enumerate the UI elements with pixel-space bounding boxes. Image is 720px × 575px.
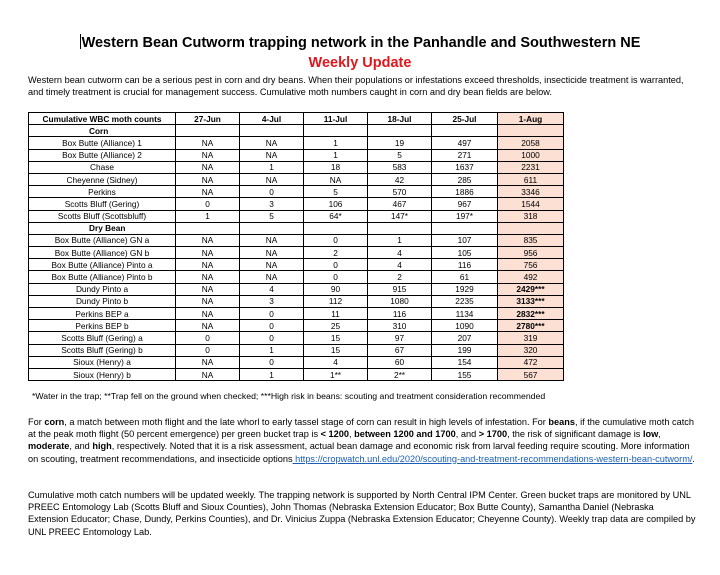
site-cell: Box Butte (Alliance) GN a bbox=[29, 234, 176, 246]
count-cell: 497 bbox=[432, 137, 498, 149]
count-cell: 116 bbox=[368, 308, 432, 320]
count-cell: 147* bbox=[368, 210, 432, 222]
count-cell: 199 bbox=[432, 344, 498, 356]
latest-count-cell: 492 bbox=[498, 271, 564, 283]
count-cell: 570 bbox=[368, 186, 432, 198]
text-run: , a match between moth flight and the late whorl to early tassel stage of corn can result in high levels of infestation. For bbox=[64, 417, 549, 427]
count-cell: 1886 bbox=[432, 186, 498, 198]
count-cell: 0 bbox=[304, 259, 368, 271]
table-row bbox=[29, 283, 564, 295]
count-cell: 4 bbox=[368, 247, 432, 259]
count-cell: NA bbox=[240, 247, 304, 259]
count-cell: NA bbox=[240, 137, 304, 149]
count-cell: 2235 bbox=[432, 295, 498, 307]
count-cell: NA bbox=[176, 295, 240, 307]
text-run: , the risk of significant damage is bbox=[507, 429, 643, 440]
header-date: 11-Jul bbox=[304, 113, 368, 125]
text-run-bold: low bbox=[642, 429, 659, 440]
latest-count-cell: 956 bbox=[498, 247, 564, 259]
latest-count-cell: 1000 bbox=[498, 149, 564, 161]
count-cell: 1 bbox=[304, 137, 368, 149]
count-cell: 467 bbox=[368, 198, 432, 210]
latest-count-cell: 567 bbox=[498, 368, 564, 380]
table-row bbox=[29, 259, 564, 271]
count-cell: 18 bbox=[304, 161, 368, 173]
table-row bbox=[29, 332, 564, 344]
empty-cell bbox=[498, 222, 564, 234]
count-cell: NA bbox=[240, 173, 304, 185]
text-run: , and bbox=[455, 429, 479, 440]
count-cell: 1090 bbox=[432, 320, 498, 332]
latest-count-cell: 2429*** bbox=[498, 283, 564, 295]
table-row bbox=[29, 356, 564, 368]
network-paragraph: Cumulative moth catch numbers will be updated weekly. The trapping network is supported by North Central IPM Center. Green bucket traps are monitored by UNL PREEC Entomology Lab (Scotts Bluff and Sioux Counties), John Thomas (Nebraska Extension Educator; Box Butte County), Samantha Daniel (Nebraska Extension Educator; Chase, Dundy, Perkins Counties), and Dr. Vinicius Zuppa (Nebraska Extension Educator; Cheyenne County). Weekly trap data are compiled by UNL PREEC Entomology Lab. bbox=[28, 490, 696, 537]
count-cell: 1 bbox=[240, 368, 304, 380]
table-row bbox=[29, 161, 564, 173]
latest-count-cell: 3133*** bbox=[498, 295, 564, 307]
site-cell: Perkins bbox=[29, 186, 176, 198]
count-cell: 3 bbox=[240, 198, 304, 210]
count-cell: 0 bbox=[176, 344, 240, 356]
count-cell: 0 bbox=[240, 332, 304, 344]
latest-count-cell: 611 bbox=[498, 173, 564, 185]
site-cell: Sioux (Henry) a bbox=[29, 356, 176, 368]
count-cell: NA bbox=[176, 234, 240, 246]
latest-count-cell: 2780*** bbox=[498, 320, 564, 332]
count-cell: 0 bbox=[240, 320, 304, 332]
moth-counts-table bbox=[28, 112, 564, 381]
count-cell: NA bbox=[176, 283, 240, 295]
table-row bbox=[29, 210, 564, 222]
table-row bbox=[29, 247, 564, 259]
empty-cell bbox=[432, 125, 498, 137]
count-cell: 0 bbox=[240, 308, 304, 320]
count-cell: NA bbox=[304, 173, 368, 185]
text-run: , if the cumulative moth catch at the peak moth flight (50 percent emergence) per green bucket trap is bbox=[28, 417, 694, 440]
text-run: , bbox=[349, 429, 355, 440]
page-title bbox=[0, 34, 720, 51]
table-row bbox=[29, 308, 564, 320]
site-cell: Box Butte (Alliance) GN b bbox=[29, 247, 176, 259]
count-cell: 1134 bbox=[432, 308, 498, 320]
count-cell: 1 bbox=[176, 210, 240, 222]
header-date: 25-Jul bbox=[432, 113, 498, 125]
count-cell: 2** bbox=[368, 368, 432, 380]
count-cell: 271 bbox=[432, 149, 498, 161]
empty-cell bbox=[176, 222, 240, 234]
count-cell: NA bbox=[176, 161, 240, 173]
text-run-bold: corn bbox=[44, 417, 65, 427]
site-cell: Box Butte (Alliance) 2 bbox=[29, 149, 176, 161]
count-cell: NA bbox=[240, 259, 304, 271]
count-cell: 15 bbox=[304, 344, 368, 356]
count-cell: NA bbox=[240, 271, 304, 283]
cropwatch-link[interactable]: https://cropwatch.unl.edu/2020/scouting-and-treatment-recommendations-western-bean-cutworm/ bbox=[292, 453, 693, 464]
latest-count-cell: 2058 bbox=[498, 137, 564, 149]
count-cell: 67 bbox=[368, 344, 432, 356]
count-cell: 0 bbox=[240, 356, 304, 368]
count-cell: 583 bbox=[368, 161, 432, 173]
site-cell: Sioux (Henry) b bbox=[29, 368, 176, 380]
table-row bbox=[29, 295, 564, 307]
count-cell: 90 bbox=[304, 283, 368, 295]
risk-paragraph bbox=[28, 416, 696, 465]
count-cell: 155 bbox=[432, 368, 498, 380]
site-cell: Cheyenne (Sidney) bbox=[29, 173, 176, 185]
text-cursor bbox=[80, 34, 81, 49]
text-run-bold: < 1200 bbox=[320, 429, 349, 440]
count-cell: 1929 bbox=[432, 283, 498, 295]
table-row bbox=[29, 320, 564, 332]
table-row bbox=[29, 198, 564, 210]
site-cell: Scotts Bluff (Gering) b bbox=[29, 344, 176, 356]
count-cell: 154 bbox=[432, 356, 498, 368]
empty-cell bbox=[368, 125, 432, 137]
count-cell: 3 bbox=[240, 295, 304, 307]
text-run: , respectively. Noted that it is a risk assessment, actual bean damage and economic risk from larval feeding require scouting. More information on scouting, treatment recommendations, and insecticide options bbox=[28, 441, 690, 464]
count-cell: 97 bbox=[368, 332, 432, 344]
count-cell: 5 bbox=[240, 210, 304, 222]
count-cell: NA bbox=[176, 186, 240, 198]
count-cell: 107 bbox=[432, 234, 498, 246]
count-cell: 915 bbox=[368, 283, 432, 295]
empty-cell bbox=[240, 222, 304, 234]
empty-cell bbox=[498, 125, 564, 137]
count-cell: NA bbox=[176, 308, 240, 320]
text-run-bold: moderate bbox=[28, 441, 70, 452]
empty-cell bbox=[368, 222, 432, 234]
count-cell: NA bbox=[240, 149, 304, 161]
text-run: , bbox=[658, 429, 661, 440]
count-cell: 310 bbox=[368, 320, 432, 332]
count-cell: NA bbox=[176, 356, 240, 368]
text-run-bold: beans bbox=[548, 417, 575, 427]
header-date-latest: 1-Aug bbox=[498, 113, 564, 125]
count-cell: 967 bbox=[432, 198, 498, 210]
table-row bbox=[29, 234, 564, 246]
group-label: Dry Bean bbox=[29, 222, 176, 234]
empty-cell bbox=[176, 125, 240, 137]
count-cell: 60 bbox=[368, 356, 432, 368]
count-cell: 42 bbox=[368, 173, 432, 185]
count-cell: NA bbox=[176, 271, 240, 283]
latest-count-cell: 835 bbox=[498, 234, 564, 246]
table-row bbox=[29, 186, 564, 198]
latest-count-cell: 472 bbox=[498, 356, 564, 368]
count-cell: 0 bbox=[304, 271, 368, 283]
group-row bbox=[29, 222, 564, 234]
group-row bbox=[29, 125, 564, 137]
count-cell: 112 bbox=[304, 295, 368, 307]
count-cell: 15 bbox=[304, 332, 368, 344]
count-cell: NA bbox=[176, 320, 240, 332]
count-cell: 11 bbox=[304, 308, 368, 320]
site-cell: Box Butte (Alliance) Pinto b bbox=[29, 271, 176, 283]
site-cell: Scotts Bluff (Scottsbluff) bbox=[29, 210, 176, 222]
latest-count-cell: 756 bbox=[498, 259, 564, 271]
latest-count-cell: 319 bbox=[498, 332, 564, 344]
table-row bbox=[29, 137, 564, 149]
site-cell: Scotts Bluff (Gering) a bbox=[29, 332, 176, 344]
site-cell: Scotts Bluff (Gering) bbox=[29, 198, 176, 210]
header-date: 18-Jul bbox=[368, 113, 432, 125]
text-run: , and bbox=[69, 441, 93, 452]
site-cell: Perkins BEP b bbox=[29, 320, 176, 332]
count-cell: 2 bbox=[368, 271, 432, 283]
count-cell: 25 bbox=[304, 320, 368, 332]
text-run: . bbox=[692, 453, 695, 464]
count-cell: 106 bbox=[304, 198, 368, 210]
count-cell: 64* bbox=[304, 210, 368, 222]
text-run-bold: between 1200 and 1700 bbox=[354, 429, 456, 440]
latest-count-cell: 2231 bbox=[498, 161, 564, 173]
text-run-bold: > 1700 bbox=[478, 429, 508, 440]
site-cell: Box Butte (Alliance) Pinto a bbox=[29, 259, 176, 271]
site-cell: Dundy Pinto b bbox=[29, 295, 176, 307]
count-cell: 4 bbox=[304, 356, 368, 368]
table-footnote: *Water in the trap; **Trap fell on the ground when checked; ***High risk in beans: scouting and treatment consideration recommended bbox=[32, 391, 546, 401]
site-cell: Perkins BEP a bbox=[29, 308, 176, 320]
site-cell: Chase bbox=[29, 161, 176, 173]
table-row bbox=[29, 344, 564, 356]
count-cell: 285 bbox=[432, 173, 498, 185]
count-cell: 1 bbox=[240, 161, 304, 173]
latest-count-cell: 320 bbox=[498, 344, 564, 356]
count-cell: 1** bbox=[304, 368, 368, 380]
count-cell: 207 bbox=[432, 332, 498, 344]
count-cell: NA bbox=[176, 173, 240, 185]
count-cell: 5 bbox=[304, 186, 368, 198]
page-subtitle: Weekly Update bbox=[308, 55, 412, 71]
count-cell: 4 bbox=[240, 283, 304, 295]
count-cell: 4 bbox=[368, 259, 432, 271]
count-cell: 1637 bbox=[432, 161, 498, 173]
table-row bbox=[29, 173, 564, 185]
count-cell: NA bbox=[176, 149, 240, 161]
table-row bbox=[29, 368, 564, 380]
count-cell: 5 bbox=[368, 149, 432, 161]
text-run: For bbox=[28, 417, 45, 427]
empty-cell bbox=[304, 222, 368, 234]
count-cell: 0 bbox=[176, 198, 240, 210]
group-label: Corn bbox=[29, 125, 176, 137]
header-date: 4-Jul bbox=[240, 113, 304, 125]
site-cell: Dundy Pinto a bbox=[29, 283, 176, 295]
count-cell: 1 bbox=[368, 234, 432, 246]
empty-cell bbox=[304, 125, 368, 137]
latest-count-cell: 2832*** bbox=[498, 308, 564, 320]
latest-count-cell: 318 bbox=[498, 210, 564, 222]
empty-cell bbox=[432, 222, 498, 234]
count-cell: 1080 bbox=[368, 295, 432, 307]
count-cell: NA bbox=[176, 368, 240, 380]
count-cell: 61 bbox=[432, 271, 498, 283]
count-cell: 0 bbox=[304, 234, 368, 246]
count-cell: 19 bbox=[368, 137, 432, 149]
count-cell: NA bbox=[176, 137, 240, 149]
count-cell: 1 bbox=[304, 149, 368, 161]
count-cell: 1 bbox=[240, 344, 304, 356]
count-cell: 0 bbox=[176, 332, 240, 344]
latest-count-cell: 1544 bbox=[498, 198, 564, 210]
latest-count-cell: 3346 bbox=[498, 186, 564, 198]
count-cell: 105 bbox=[432, 247, 498, 259]
header-date: 27-Jun bbox=[176, 113, 240, 125]
intro-paragraph: Western bean cutworm can be a serious pest in corn and dry beans. When their populations or infestations exceed thresholds, insecticide treatment is warranted, and timely treatment is crucial for management success. Cumulative moth numbers caught in corn and dry bean fields are below. bbox=[28, 75, 684, 98]
table-row bbox=[29, 271, 564, 283]
count-cell: 0 bbox=[240, 186, 304, 198]
table-header-row bbox=[29, 113, 564, 125]
text-run-bold: high bbox=[92, 441, 112, 452]
count-cell: 197* bbox=[432, 210, 498, 222]
site-cell: Box Butte (Alliance) 1 bbox=[29, 137, 176, 149]
count-cell: NA bbox=[176, 259, 240, 271]
count-cell: 116 bbox=[432, 259, 498, 271]
count-cell: 2 bbox=[304, 247, 368, 259]
header-site: Cumulative WBC moth counts bbox=[29, 113, 176, 125]
count-cell: NA bbox=[240, 234, 304, 246]
empty-cell bbox=[240, 125, 304, 137]
page-title-text: Western Bean Cutworm trapping network in the Panhandle and Southwestern NE bbox=[81, 35, 641, 51]
count-cell: NA bbox=[176, 247, 240, 259]
table-row bbox=[29, 149, 564, 161]
